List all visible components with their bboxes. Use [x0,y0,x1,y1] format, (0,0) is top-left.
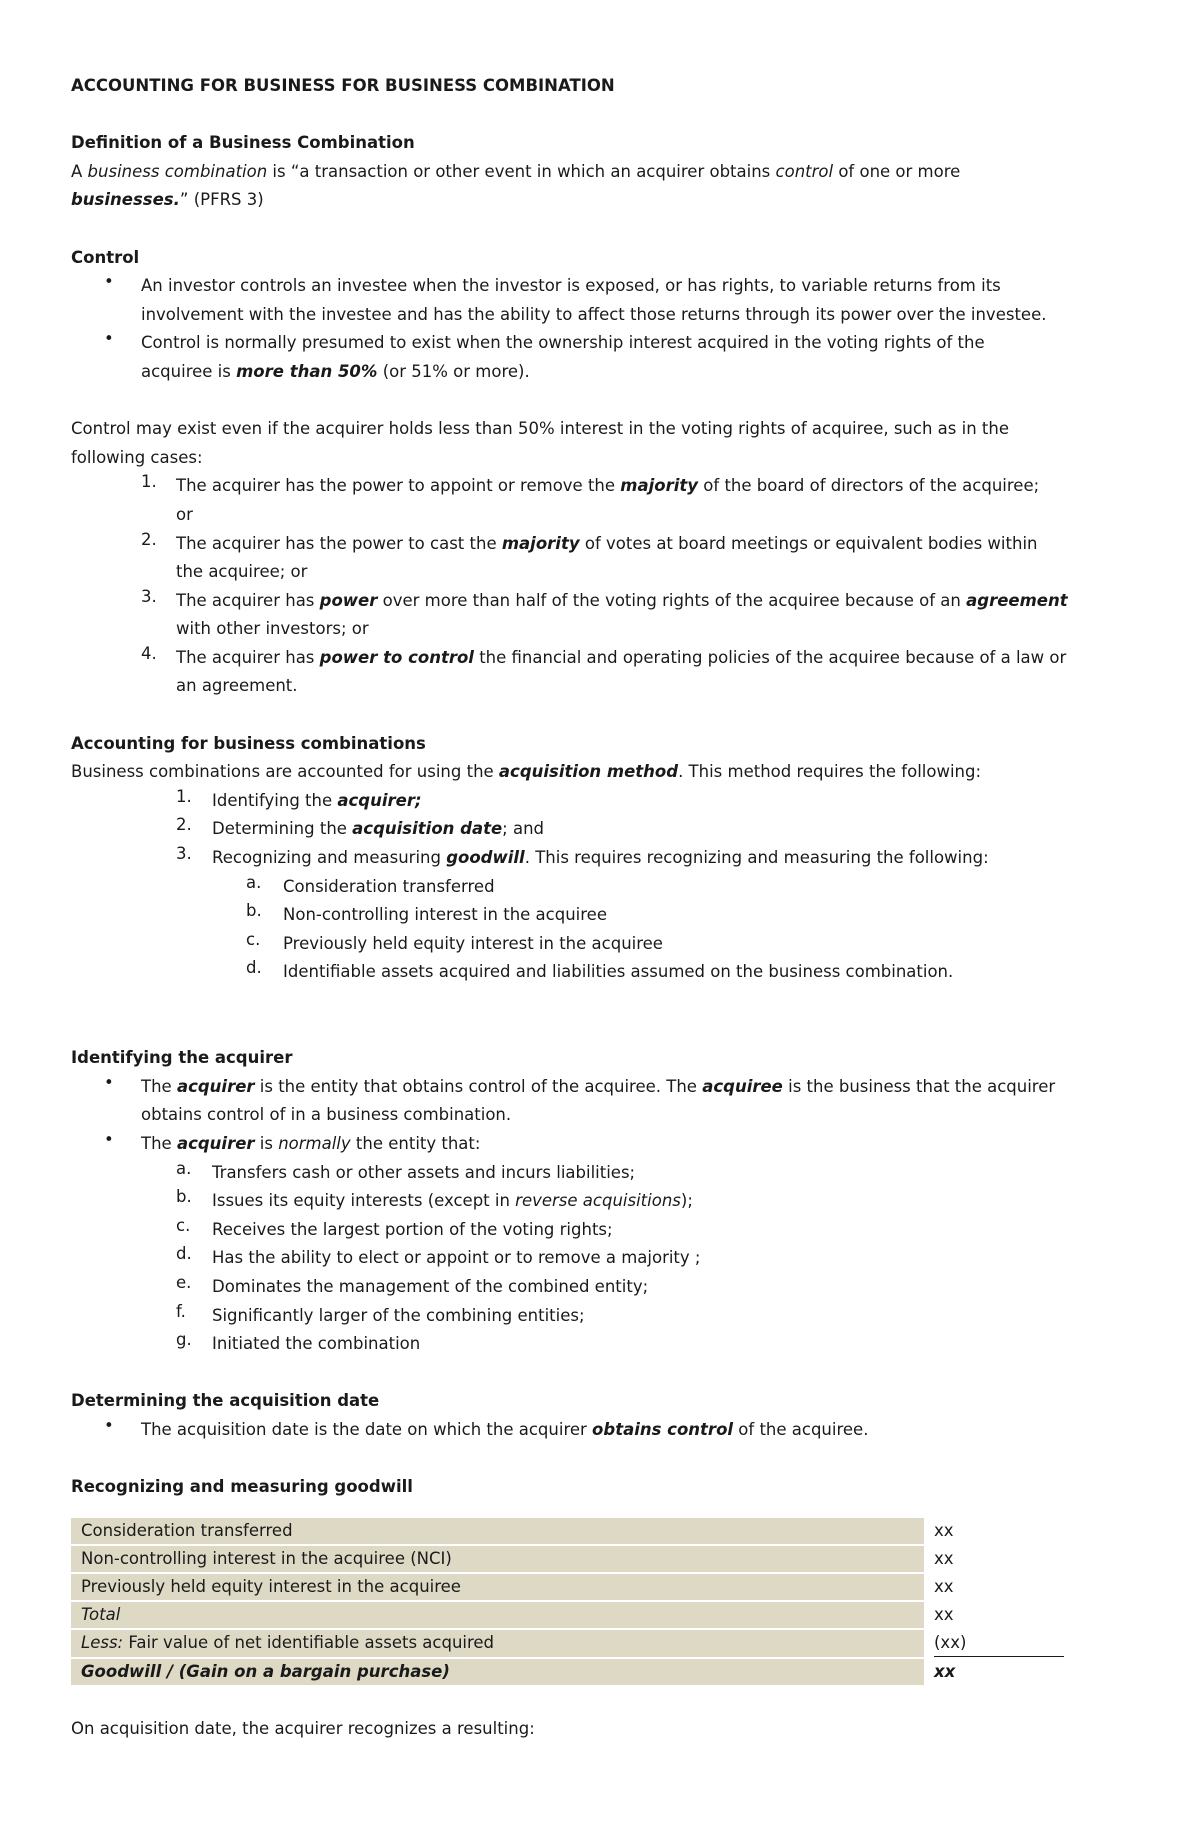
accounting-step-1: 1. Identifying the acquirer; [176,786,422,810]
table-row [71,1630,1071,1657]
control-bullet-2 [71,329,1111,386]
table-row [71,1602,1071,1628]
control-bullet-2-line1: Control is normally presumed to exist when the ownership interest acquired in the voting rights of the [141,333,985,353]
goodwill-label: Consideration transferred [71,1518,924,1544]
definition-heading: Definition of a Business Combination [71,133,415,153]
identifying-item-g: g. Initiated the combination [176,1330,421,1354]
control-case-1: 1. The acquirer has the power to appoint or remove the majority of the board of directors of the acquiree; or [141,472,1040,524]
acquisition-date-bullet: • The acquisition date is the date on which the acquirer obtains control of the acquiree. [104,1415,869,1439]
table-row [71,1574,1071,1600]
sub-letter: c. [246,929,261,949]
goodwill-amount: xx [934,1604,954,1624]
bullet-marker: • [104,329,114,349]
identifying-bullet-1: • The acquirer is the entity that obtains control of the acquiree. The acquiree is the business that the acquirer obtains control of in a business combination. [104,1072,1056,1125]
bullet-marker: • [104,1129,114,1149]
closing-text: On acquisition date, the acquirer recognizes a resulting: [71,1718,535,1738]
document-title: ACCOUNTING FOR BUSINESS FOR BUSINESS COMBINATION [71,76,615,95]
table-row [71,1659,1071,1685]
case-number: 1. [141,472,157,492]
identifying-item-f: f. Significantly larger of the combining entities; [176,1301,585,1325]
control-paragraph-line1: Control may exist even if the acquirer holds less than 50% interest in the voting rights of acquiree, such as in the [71,419,1009,439]
control-case-4: 4. The acquirer has power to control the financial and operating policies of the acquiree because of a law or an agreement. [141,643,1067,696]
step-number: 1. [176,786,192,806]
accounting-sub-c: c. Previously held equity interest in the acquiree [246,929,663,953]
identifying-item-c: c. Receives the largest portion of the voting rights; [176,1215,613,1239]
goodwill-label: Total [71,1602,924,1628]
document-body [71,72,1111,1743]
goodwill-table [71,1516,1071,1687]
acquisition-date-heading: Determining the acquisition date [71,1391,380,1411]
identifying-item-e: e. Dominates the management of the combined entity; [176,1272,649,1296]
table-row [71,1546,1071,1572]
case-number: 2. [141,529,157,549]
goodwill-amount: xx [934,1576,954,1596]
control-paragraph-line2: following cases: [71,447,203,467]
identifying-item-d: d. Has the ability to elect or appoint or to remove a majority ; [176,1244,701,1268]
control-bullet-2-line2: acquiree is more than 50% (or 51% or more). [141,361,530,381]
goodwill-amount: xx [934,1661,956,1681]
control-bullet-1 [71,272,1111,329]
control-heading: Control [71,247,140,267]
goodwill-label: Goodwill / (Gain on a bargain purchase) [71,1659,924,1685]
definition-text-line2: businesses.” (PFRS 3) [71,190,264,210]
accounting-step-2: 2. Determining the acquisition date; and [176,815,545,839]
identifying-heading: Identifying the acquirer [71,1048,293,1068]
goodwill-amount: (xx) [934,1630,1071,1657]
step-number: 3. [176,844,192,864]
control-case-2: 2. The acquirer has the power to cast the majority of votes at board meetings or equivalent bodies within the acquiree; or [141,529,1038,582]
sub-letter: b. [246,901,262,921]
identifying-bullet-2: • The acquirer is normally the entity that: [104,1129,481,1153]
case-number: 3. [141,586,157,606]
goodwill-label: Non-controlling interest in the acquiree (NCI) [71,1546,924,1572]
control-bullet-1-line2: involvement with the investee and has the ability to affect those returns through its power over the investee. [141,304,1047,324]
goodwill-heading: Recognizing and measuring goodwill [71,1477,413,1497]
control-bullet-1-line1: An investor controls an investee when the investor is exposed, or has rights, to variable returns from its [141,276,1001,296]
accounting-step-3: 3. Recognizing and measuring goodwill. This requires recognizing and measuring the following: [176,844,989,868]
definition-text-line1: A business combination is “a transaction or other event in which an acquirer obtains control of one or more [71,161,961,181]
control-case-3: 3. The acquirer has power over more than half of the voting rights of the acquiree because of an agreement with other investors; or [141,586,1068,639]
bullet-marker: • [104,1072,114,1092]
accounting-sub-a: a. Consideration transferred [246,872,495,896]
goodwill-label: Less: Fair value of net identifiable assets acquired [71,1630,924,1657]
identifying-item-a: a. Transfers cash or other assets and incurs liabilities; [176,1158,636,1182]
bullet-marker: • [104,272,114,292]
table-row [71,1518,1071,1544]
sub-letter: a. [246,872,262,892]
case-number: 4. [141,643,157,663]
accounting-intro: Business combinations are accounted for using the acquisition method. This method requires the following: [71,762,982,782]
goodwill-label: Previously held equity interest in the acquiree [71,1574,924,1600]
bullet-marker: • [104,1415,114,1435]
sub-letter: d. [246,958,262,978]
goodwill-amount: xx [934,1520,954,1540]
goodwill-amount: xx [934,1548,954,1568]
accounting-sub-d: d. Identifiable assets acquired and liabilities assumed on the business combination. [246,958,954,982]
accounting-sub-b: b. Non-controlling interest in the acquiree [246,901,607,925]
accounting-heading: Accounting for business combinations [71,733,426,753]
identifying-item-b: b. Issues its equity interests (except in reverse acquisitions); [176,1187,693,1211]
step-number: 2. [176,815,192,835]
